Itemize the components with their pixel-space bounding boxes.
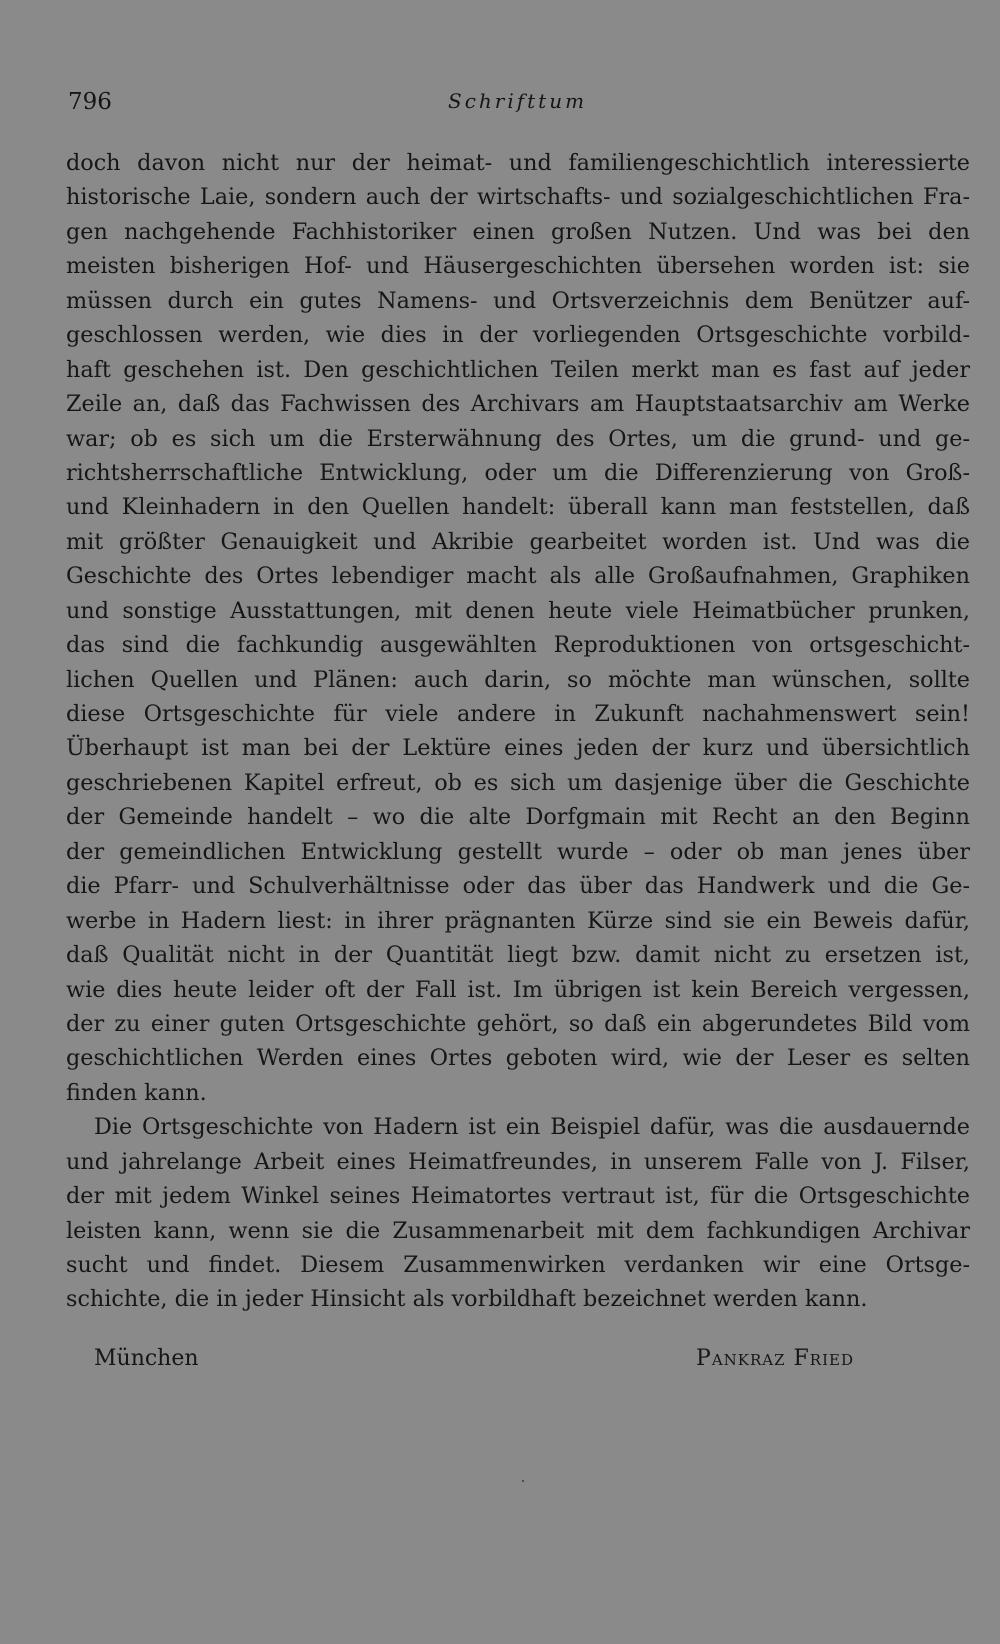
text-line: haft geschehen ist. Den geschichtlichen Teilen merkt man es fast auf jeder — [66, 356, 970, 383]
text-line: die Pfarr- und Schulverhältnisse oder das über das Handwerk und die Ge- — [66, 873, 970, 900]
text-line: der mit jedem Winkel seines Heimatortes vertraut ist, für die Ortsgeschichte — [66, 1183, 970, 1210]
text-line: sucht und findet. Diesem Zusammenwirken verdanken wir eine Ortsge- — [66, 1252, 970, 1278]
scan-speck — [522, 1480, 524, 1482]
text-line: müssen durch ein gutes Namens- und Ortsverzeichnis dem Benützer auf- — [66, 287, 970, 314]
signature — [94, 1342, 854, 1376]
text-line: leisten kann, wenn sie die Zusammenarbeit mit dem fachkundigen Archivar — [66, 1217, 970, 1244]
text-line: und jahrelange Arbeit eines Heimatfreundes, in unserem Falle von J. Filser, — [66, 1148, 970, 1175]
text-line: lichen Quellen und Plänen: auch darin, so möchte man wünschen, sollte — [66, 666, 970, 693]
text-line: diese Ortsgeschichte für viele andere in Zukunft nachahmenswert sein! — [66, 701, 970, 727]
text-line: geschlossen werden, wie dies in der vorliegenden Ortsgeschichte vorbild- — [66, 322, 970, 349]
page-number: 796 — [68, 89, 112, 115]
text-line: der zu einer guten Ortsgeschichte gehört, so daß ein abgerundetes Bild vom — [66, 1010, 970, 1037]
text-line: gen nachgehende Fachhistoriker einen großen Nutzen. Und was bei den — [66, 218, 970, 245]
text-line: das sind die fachkundig ausgewählten Reproduktionen von ortsgeschicht- — [66, 632, 970, 659]
running-title: Schrifttum — [448, 89, 588, 113]
text-line: werbe in Hadern liest: in ihrer prägnanten Kürze sind sie ein Beweis dafür, — [66, 907, 970, 934]
text-line: historische Laie, sondern auch der wirtschafts- und sozialgeschichtlichen Fra- — [66, 184, 970, 211]
text-line: finden kann. — [66, 1079, 207, 1106]
text-line: der Gemeinde handelt – wo die alte Dorfgmain mit Recht an den Beginn — [66, 804, 970, 831]
text-line: Überhaupt ist man bei der Lektüre eines jeden der kurz und übersichtlich — [66, 735, 970, 762]
text-line: mit größter Genauigkeit und Akribie gearbeitet worden ist. Und was die — [66, 528, 970, 555]
paragraph-first-line: doch davon nicht nur der heimat- und familiengeschichtlich interessierte — [66, 150, 970, 176]
text-line: der gemeindlichen Entwicklung gestellt wurde – oder ob man jenes über — [66, 838, 970, 865]
text-line: daß Qualität nicht in der Quantität liegt bzw. damit nicht zu ersetzen ist, — [66, 942, 970, 969]
text-line: Geschichte des Ortes lebendiger macht als alle Großaufnahmen, Graphiken — [66, 563, 970, 590]
text-line: Zeile an, daß das Fachwissen des Archivars am Hauptstaatsarchiv am Werke — [66, 391, 970, 418]
text-line: richtsherrschaftliche Entwicklung, oder um die Differenzierung von Groß- — [66, 459, 970, 486]
running-head — [68, 89, 968, 125]
text-line: meisten bisherigen Hof- und Häusergeschichten übersehen worden ist: sie — [66, 253, 970, 280]
text-line: geschichtlichen Werden eines Ortes geboten wird, wie der Leser es selten — [66, 1045, 970, 1072]
signature-author: Pankraz Fried — [696, 1346, 854, 1371]
text-line: und Kleinhadern in den Quellen handelt: überall kann man feststellen, daß — [66, 494, 970, 521]
text-line: und sonstige Ausstattungen, mit denen heute viele Heimatbücher prunken, — [66, 597, 970, 624]
text-line: geschriebenen Kapitel erfreut, ob es sich um dasjenige über die Geschichte — [66, 769, 970, 796]
text-line: schichte, die in jeder Hinsicht als vorbildhaft bezeichnet werden kann. — [66, 1286, 868, 1313]
body-text — [66, 146, 970, 1317]
text-line: war; ob es sich um die Ersterwähnung des Ortes, um die grund- und ge- — [66, 425, 970, 452]
signature-place: München — [94, 1346, 199, 1371]
text-line: wie dies heute leider oft der Fall ist. Im übrigen ist kein Bereich vergessen, — [66, 976, 970, 1003]
paragraph-first-line: Die Ortsgeschichte von Hadern ist ein Beispiel dafür, was die ausdauernde — [94, 1114, 970, 1141]
